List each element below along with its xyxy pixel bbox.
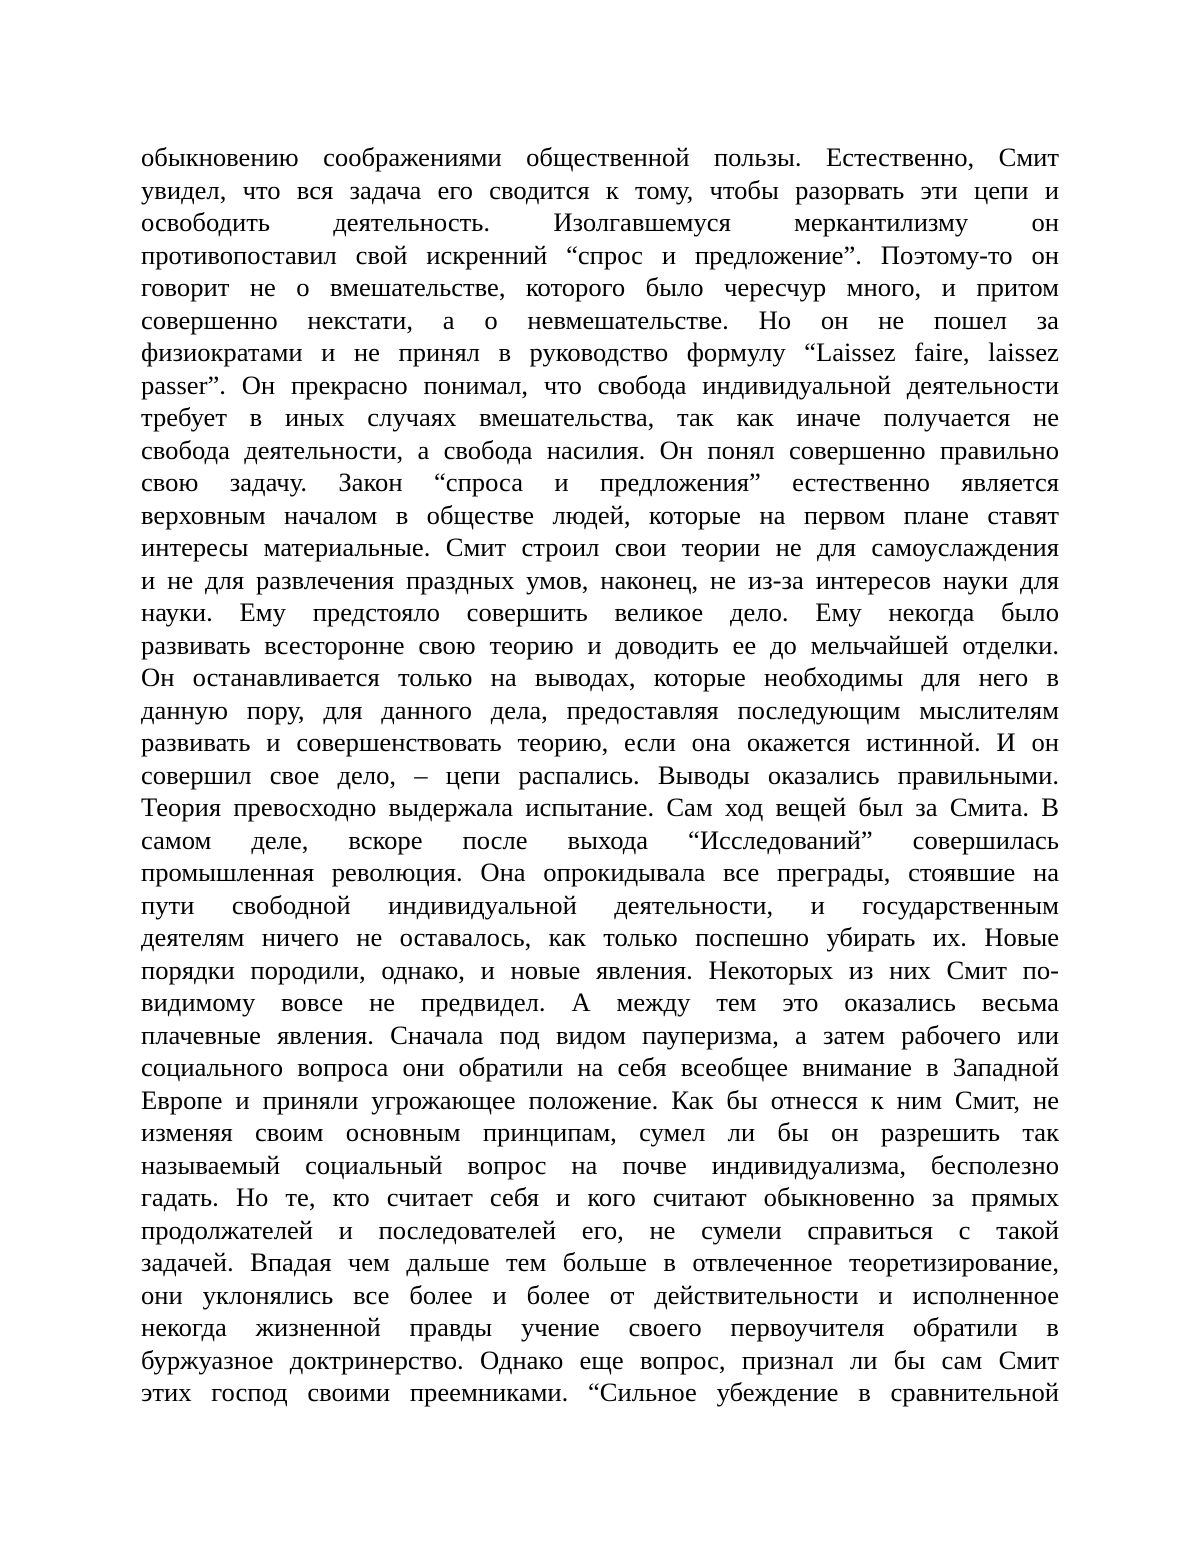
text-line: обыкновению соображениями общественной пользы. Естественно, Смит: [141, 142, 1059, 172]
text-line: называемый социальный вопрос на почве индивидуализма, бесполезно: [141, 1149, 1059, 1180]
text-line: Европе и приняли угрожающее положение. Как бы отнесся к ним Смит, не: [141, 1084, 1059, 1115]
text-line: они уклонялись все более и более от действительности и исполненное: [141, 1279, 1059, 1310]
text-line: развивать всесторонне свою теорию и доводить ее до мельчайшей отделки.: [141, 629, 1059, 660]
text-line: некогда жизненной правды учение своего первоучителя обратили в: [141, 1312, 1059, 1342]
text-line: деятелям ничего не оставалось, как только поспешно убирать их. Новые: [141, 922, 1059, 952]
text-line: порядки породили, однако, и новые явления. Некоторых из них Смит по-: [141, 954, 1059, 985]
text-line: социального вопроса они обратили на себя всеобщее внимание в Западной: [141, 1052, 1059, 1082]
text-line: науки. Ему предстояло совершить великое дело. Ему некогда было: [141, 597, 1059, 627]
text-line: физиократами и не принял в руководство формулу “Laissez faire, laissez: [141, 337, 1059, 367]
body-text: [141, 141, 1059, 1409]
text-line: свою задачу. Закон “спроса и предложения” естественно является: [141, 467, 1059, 497]
text-line: самом деле, вскоре после выхода “Исследований” совершилась: [141, 824, 1059, 855]
text-line: противопоставил свой искренний “спрос и предложение”. Поэтому-то он: [141, 239, 1059, 270]
text-line: увидел, что вся задача его сводится к тому, чтобы разорвать эти цепи и: [141, 174, 1059, 205]
text-line: требует в иных случаях вмешательства, так как иначе получается не: [141, 402, 1059, 432]
text-line: Теория превосходно выдержала испытание. Сам ход вещей был за Смита. В: [141, 792, 1059, 822]
text-line: продолжателей и последователей его, не сумели справиться с такой: [141, 1214, 1059, 1245]
text-line: данную пору, для данного дела, предоставляя последующим мыслителям: [141, 694, 1059, 725]
text-line: гадать. Но те, кто считает себя и кого считают обыкновенно за прямых: [141, 1182, 1059, 1212]
text-line: говорит не о вмешательстве, которого было чересчур много, и притом: [141, 272, 1059, 302]
text-line: освободить деятельность. Изолгавшемуся меркантилизму он: [141, 207, 1059, 237]
text-line: passer”. Он прекрасно понимал, что свобода индивидуальной деятельности: [141, 369, 1059, 400]
text-line: интересы материальные. Смит строил свои теории не для самоуслаждения: [141, 532, 1059, 562]
text-line: развивать и совершенствовать теорию, если она окажется истинной. И он: [141, 727, 1059, 757]
text-line: верховным началом в обществе людей, которые на первом плане ставят: [141, 499, 1059, 530]
text-line: пути свободной индивидуальной деятельности, и государственным: [141, 889, 1059, 920]
text-line: и не для развлечения праздных умов, наконец, не из-за интересов науки для: [141, 564, 1059, 595]
text-line: промышленная революция. Она опрокидывала все преграды, стоявшие на: [141, 857, 1059, 887]
text-line: видимому вовсе не предвидел. А между тем это оказались весьма: [141, 987, 1059, 1017]
text-line: свобода деятельности, а свобода насилия. Он понял совершенно правильно: [141, 434, 1059, 465]
text-line: этих господ своими преемниками. “Сильное убеждение в сравнительной: [141, 1377, 1059, 1407]
text-line: буржуазное доктринерство. Однако еще вопрос, признал ли бы сам Смит: [141, 1344, 1059, 1375]
text-line: задачей. Впадая чем дальше тем больше в отвлеченное теоретизирование,: [141, 1247, 1059, 1277]
text-line: Он останавливается только на выводах, которые необходимы для него в: [141, 662, 1059, 692]
text-line: изменяя своим основным принципам, сумел ли бы он разрешить так: [141, 1117, 1059, 1147]
text-line: совершил свое дело, – цепи распались. Выводы оказались правильными.: [141, 759, 1059, 790]
text-line: плачевные явления. Сначала под видом пауперизма, а затем рабочего или: [141, 1019, 1059, 1050]
text-line: совершенно некстати, а о невмешательстве. Но он не пошел за: [141, 304, 1059, 335]
